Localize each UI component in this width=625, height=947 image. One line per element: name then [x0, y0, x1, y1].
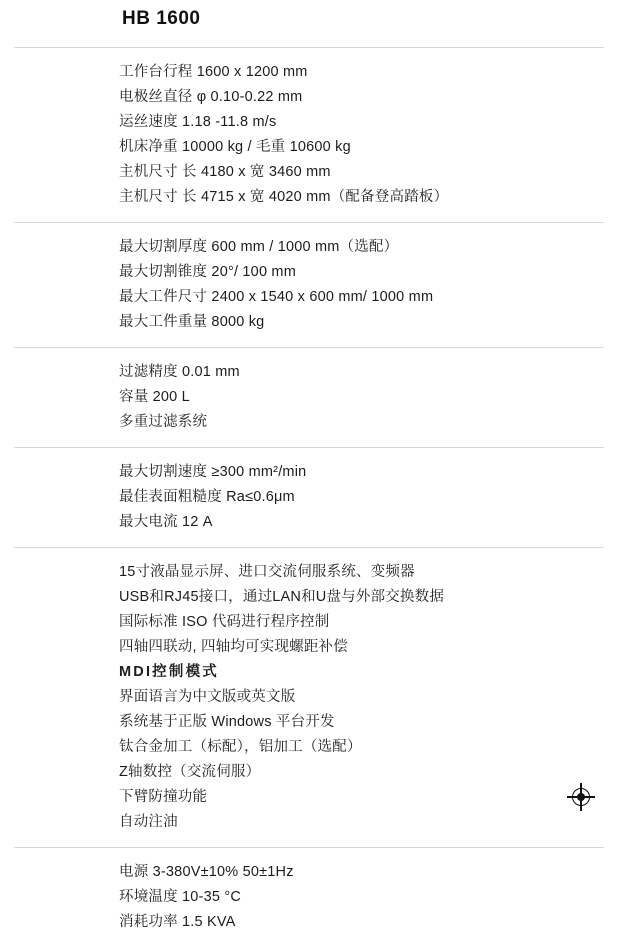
spec-sections	[14, 47, 604, 947]
spec-row: 环境温度 10-35 °C	[119, 889, 242, 905]
section-control-system	[14, 547, 604, 847]
spec-row: 系统基于正版 Windows 平台开发	[119, 714, 335, 730]
spec-row: 工作台行程 1600 x 1200 mm	[119, 64, 308, 80]
section-cutting-capacity	[14, 222, 604, 347]
spec-row: 自动注油	[119, 814, 178, 830]
spec-row: 四轴四联动, 四轴均可实现螺距补偿	[119, 639, 348, 655]
spec-row: 主机尺寸 长 4715 x 宽 4020 mm（配备登高踏板）	[119, 189, 449, 205]
spec-row: 机床净重 10000 kg / 毛重 10600 kg	[119, 139, 351, 155]
spec-row: 电极丝直径 φ 0.10-0.22 mm	[119, 89, 303, 105]
page-title: HB 1600	[122, 8, 201, 29]
spec-row: 下臂防撞功能	[119, 789, 208, 805]
spec-row: 消耗功率 1.5 KVA	[119, 914, 236, 930]
spec-row: 最大切割速度 ≥300 mm²/min	[119, 464, 307, 480]
section-filtration	[14, 347, 604, 447]
spec-row: 最大切割锥度 20°/ 100 mm	[119, 264, 296, 280]
spec-row: 容量 200 L	[119, 389, 190, 405]
spec-row: 最大工件尺寸 2400 x 1540 x 600 mm/ 1000 mm	[119, 289, 434, 305]
spec-row: 运丝速度 1.18 -11.8 m/s	[119, 114, 277, 130]
registration-mark-icon	[569, 785, 595, 811]
spec-row: 多重过滤系统	[119, 414, 208, 430]
spec-row: USB和RJ45接口，通过LAN和U盘与外部交换数据	[119, 589, 445, 605]
spec-row: 最大电流 12 A	[119, 514, 213, 530]
spec-row: 电源 3-380V±10% 50±1Hz	[119, 864, 294, 880]
spec-row: 最大切割厚度 600 mm / 1000 mm（选配）	[119, 239, 399, 255]
spec-row: 主机尺寸 长 4180 x 宽 3460 mm	[119, 164, 331, 180]
spec-row: 钛合金加工（标配），铝加工（选配）	[119, 739, 362, 755]
spec-row: 15寸液晶显示屏、进口交流伺服系统、变频器	[119, 564, 415, 580]
spec-row: 最大工件重量 8000 kg	[119, 314, 265, 330]
section-machine-specs	[14, 47, 604, 222]
spec-row: 界面语言为中文版或英文版	[119, 689, 296, 705]
section-performance	[14, 447, 604, 547]
spec-row: Z轴数控（交流伺服）	[119, 764, 261, 780]
spec-row-mdi: MDI控制模式	[119, 664, 219, 680]
spec-row: 最佳表面粗糙度 Ra≤0.6μm	[119, 489, 295, 505]
spec-row: 国际标准 ISO 代码进行程序控制	[119, 614, 330, 630]
spec-row: 过滤精度 0.01 mm	[119, 364, 240, 380]
section-power-requirements	[14, 847, 604, 947]
